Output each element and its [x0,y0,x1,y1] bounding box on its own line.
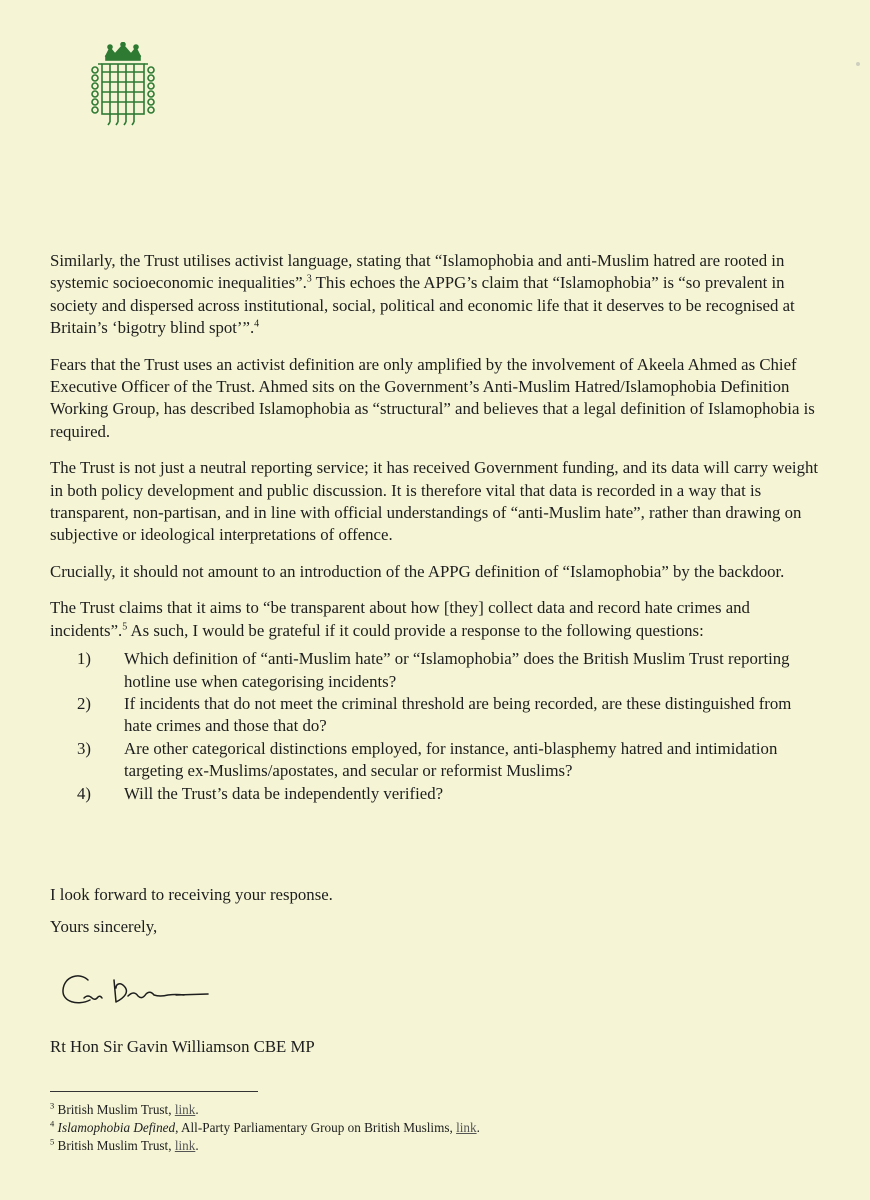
footnote-end: . [476,1119,480,1135]
paragraph-backdoor: Crucially, it should not amount to an introduction of the APPG definition of “Islamophobia” by the backdoor. [50,561,785,581]
list-number: 3) [77,738,91,758]
signature-icon [58,968,218,1016]
footnote-text: British Muslim Trust, [57,1102,175,1117]
list-item [50,783,822,805]
footnote-link[interactable]: link [456,1119,477,1135]
paragraph-akeela-ahmed: Fears that the Trust uses an activist definition are only amplified by the involvement of Akeela Ahmed as Chief Executive Officer of the Trust. Ahmed sits on the Government’s Anti-Muslim Hatred/Islamophobia Definition Working Group, has described Islamophobia as “structural” and believes that a legal definition of Islamophobia is required. [50,354,815,441]
footnote-number: 4 [50,1118,55,1129]
footnote-3 [50,1101,480,1119]
footnote-ref: 3 [306,273,312,285]
portcullis-icon [88,42,158,130]
questions-list [50,648,822,805]
list-item [50,693,822,738]
paragraph-transparency [50,597,822,642]
footnote-5 [50,1137,480,1155]
paragraph-neutral-reporting: The Trust is not just a neutral reporting service; it has received Government funding, and its data will carry weight in both policy development and public discussion. It is therefore vital that data is recorded in a way that is transparent, non-partisan, and in line with official understandings of “anti-Muslim hate”, rather than drawing on subjective or ideological interpretations of offence. [50,458,819,545]
list-item [50,648,822,693]
closing-line: I look forward to receiving your response. [50,885,333,904]
footnote-ref: 4 [254,318,260,330]
list-item-text: Which definition of “anti-Muslim hate” or “Islamophobia” does the British Muslim Trust reporting hotline use when categorising incidents? [124,649,790,691]
footnote-number: 3 [50,1100,55,1111]
list-item-text: Are other categorical distinctions employed, for instance, anti-blasphemy hatred and intimidation targeting ex-Muslims/apostates, and secular or reformist Muslims? [124,738,778,781]
footnote-link[interactable]: link [174,1102,196,1117]
list-number: 1) [77,649,91,669]
footnote-link[interactable]: link [174,1137,196,1153]
footnote-end: . [195,1137,199,1153]
closing-block [50,884,333,949]
footnote-title: Islamophobia Defined [57,1119,176,1135]
paragraph-text: The Trust claims that it aims to “be transparent about how [they] collect data and record hate crimes and incidents”. [50,598,750,640]
list-number: 2) [77,693,91,713]
letter-body [50,250,822,805]
footnotes [50,1101,480,1154]
list-item-text: If incidents that do not meet the criminal threshold are being recorded, are these distinguished from hate crimes and those that do? [124,693,792,736]
paragraph-activist-language [50,250,822,340]
list-number: 4) [77,783,91,803]
footnote-text: British Muslim Trust, [57,1137,175,1153]
footnote-end: . [195,1102,199,1117]
list-item-text: Will the Trust’s data be independently verified? [124,783,444,803]
footnote-4 [50,1119,480,1137]
signoff-line: Yours sincerely, [50,917,158,937]
paragraph-text: Similarly, the Trust utilises activist language, stating that “Islamophobia and anti-Muslim hatred are rooted in systemic socioeconomic inequalities”. [50,251,785,293]
footnote-ref: 5 [122,621,128,633]
list-item [50,738,822,783]
footnote-number: 5 [50,1136,55,1147]
footnote-divider [50,1091,258,1092]
paragraph-text: This echoes the APPG’s claim that “Islamophobia” is “so prevalent in society and dispersed across institutional, social, political and economic life that it deserves to be recognised at Britain’s ‘bigotry blind spot’”. [50,273,795,338]
footnote-text: , All-Party Parliamentary Group on British Muslims, [175,1119,457,1135]
paragraph-text: As such, I would be grateful if it could provide a response to the following questions: [127,620,704,640]
signatory-name: Rt Hon Sir Gavin Williamson CBE MP [50,1037,315,1056]
paper-mark [856,62,860,66]
